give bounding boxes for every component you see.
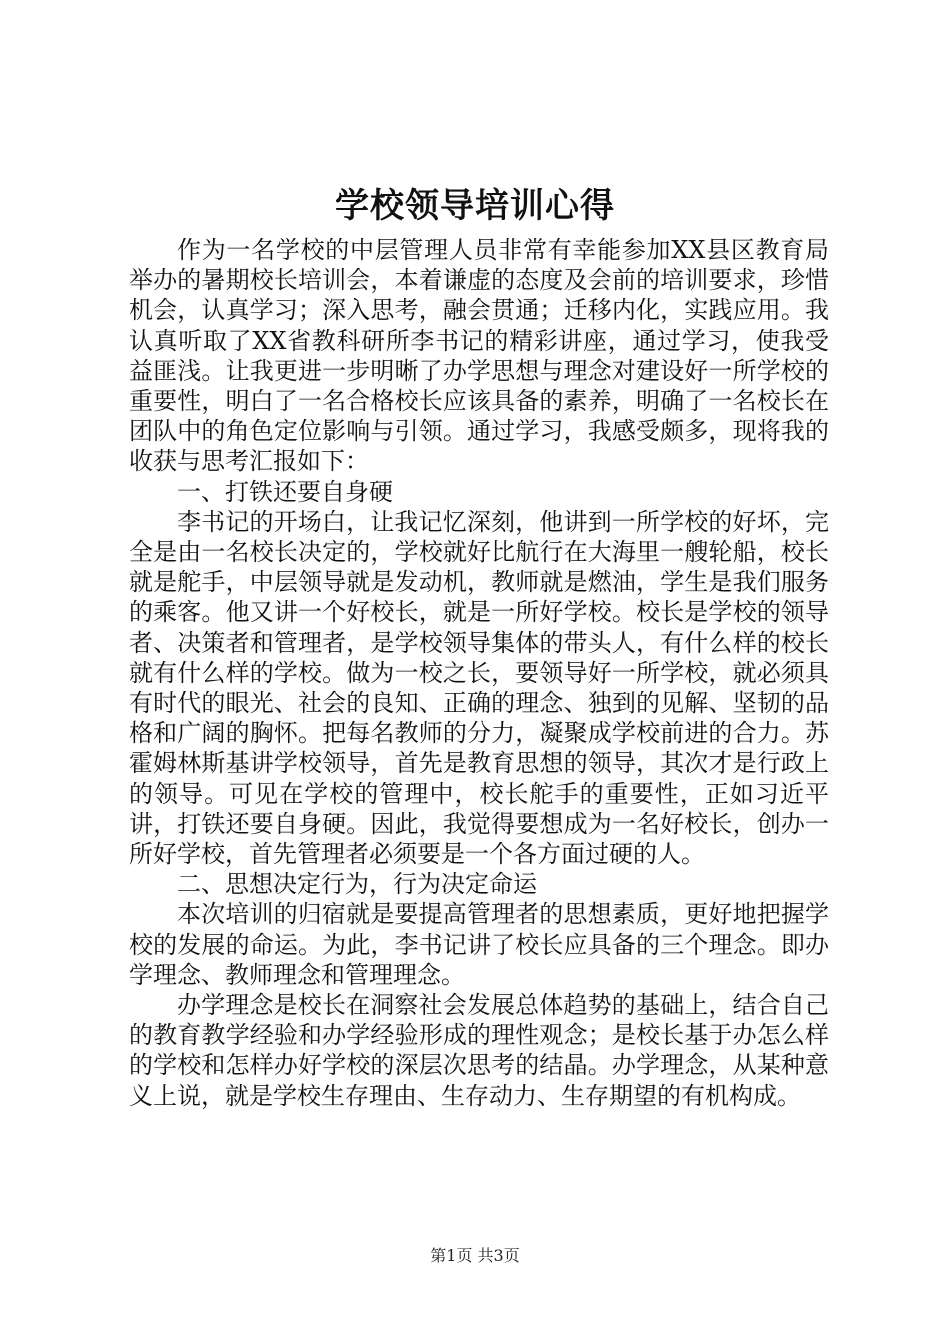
paragraph-intro: 作为一名学校的中层管理人员非常有幸能参加XX县区教育局举办的暑期校长培训会，本着谦虚的态度及会前的培训要求，珍惜机会，认真学习；深入思考，融会贯通；迁移内化，实践应用。我认真听取了XX省教科研所李书记的精彩讲座，通过学习，使我受益匪浅。让我更进一步明晰了办学思想与理念对建设好一所学校的重要性，明白了一名合格校长应该具备的素养，明确了一名校长在团队中的角色定位影响与引领。通过学习，我感受颇多，现将我的收获与思考汇报如下： xyxy=(129,236,829,476)
paragraph-section-2b: 办学理念是校长在洞察社会发展总体趋势的基础上，结合自己的教育教学经验和办学经验形成的理性观念；是校长基于办怎么样的学校和怎样办好学校的深层次思考的结晶。办学理念，从某种意义上说，就是学校生存理由、生存动力、生存期望的有机构成。 xyxy=(129,991,829,1110)
page-footer: 第1页 共3页 xyxy=(430,1246,520,1265)
section-heading-1: 一、打铁还要自身硬 xyxy=(177,477,393,506)
section-heading-2: 二、思想决定行为，行为决定命运 xyxy=(177,870,537,899)
document-body xyxy=(129,235,829,1111)
paragraph-section-2a: 本次培训的归宿就是要提高管理者的思想素质，更好地把握学校的发展的命运。为此，李书记讲了校长应具备的三个理念。即办学理念、教师理念和管理理念。 xyxy=(129,900,829,989)
paragraph-section-1: 李书记的开场白，让我记忆深刻，他讲到一所学校的好坏，完全是由一名校长决定的，学校就好比航行在大海里一艘轮船，校长就是舵手，中层领导就是发动机，教师就是燃油，学生是我们服务的乘客。他又讲一个好校长，就是一所好学校。校长是学校的领导者、决策者和管理者，是学校领导集体的带头人，有什么样的校长就有什么样的学校。做为一校之长，要领导好一所学校，就必须具有时代的眼光、社会的良知、正确的理念、独到的见解、坚韧的品格和广阔的胸怀。把每名教师的分力，凝聚成学校前进的合力。苏霍姆林斯基讲学校领导，首先是教育思想的领导，其次才是行政上的领导。可见在学校的管理中，校长舵手的重要性，正如习近平讲，打铁还要自身硬。因此，我觉得要想成为一名好校长，创办一所好学校，首先管理者必须要是一个各方面过硬的人。 xyxy=(129,507,829,869)
document-title: 学校领导培训心得 xyxy=(335,186,615,226)
